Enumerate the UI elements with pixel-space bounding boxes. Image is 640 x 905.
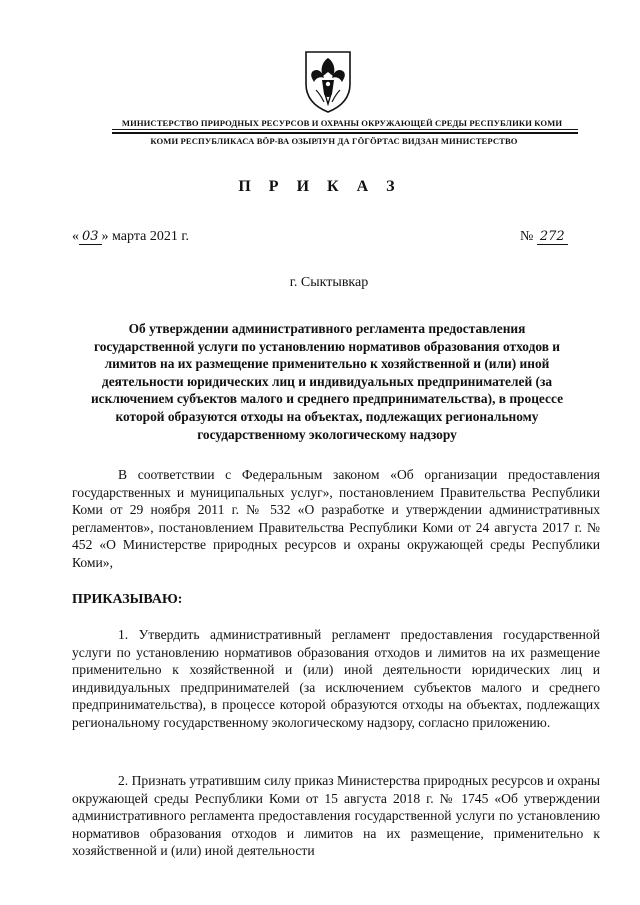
order-word: ПРИКАЗЫВАЮ: — [72, 592, 183, 607]
document-type: П Р И К А З — [238, 178, 402, 195]
date-day-handwritten: 03 — [79, 230, 102, 245]
header-rule-thick — [112, 132, 578, 134]
number-label: № — [520, 229, 534, 244]
ministry-name-komi: КОМИ РЕСПУБЛИКАСА ВÖР-ВА ОЗЫРЛУН ДА ГÖГÖРТАС ВИДЗАН МИНИСТЕРСТВО — [150, 136, 518, 146]
number-value-handwritten: 272 — [537, 230, 568, 245]
document-title: Об утверждении административного регламента предоставления государственной услуги по установлению нормативов образования отходов и лимитов на их размещение применительно к хозяйственной и (или) иной деятельности юридических лиц и индивидуальных предпринимателей (за исключением субъектов малого и среднего предпринимательства), в процессе которой образуются отходы на объектах, подлежащих региональному государственному экологическому надзору — [90, 321, 564, 442]
komi-coat-of-arms-icon — [302, 48, 354, 114]
ministry-name-ru: МИНИСТЕРСТВО ПРИРОДНЫХ РЕСУРСОВ И ОХРАНЫ ОКРУЖАЮЩЕЙ СРЕДЫ РЕСПУБЛИКИ КОМИ — [121, 118, 563, 128]
date-open-quote: « — [72, 229, 79, 244]
order-item-1: 1. Утвердить административный регламент предоставления государственной услуги по установлению нормативов образования отходов и лимитов на их размещение применительно к хозяйственной и (или) иной деятельности юридических лиц и индивидуальных предпринимателей (за исключением субъектов малого и среднего предпринимательства), в процессе которой образуются отходы на объектах, подлежащих региональному государственному экологическому надзору, согласно приложению. — [72, 627, 600, 730]
document-number — [520, 229, 568, 245]
document-date — [72, 229, 189, 245]
date-month-year: » марта 2021 г. — [101, 229, 190, 244]
header-rule-thin — [112, 129, 578, 130]
order-item-2: 2. Признать утратившим силу приказ Министерства природных ресурсов и охраны окружающей среды Республики Коми от 15 августа 2018 г. № 1745 «Об утверждении административного регламента предоставления государственной услуги по установлению нормативов образования отходов и лимитов на их размещение, применительно к хозяйственной и (или) иной деятельности — [72, 773, 600, 859]
basis-paragraph: В соответствии с Федеральным законом «Об организации предоставления государственных и муниципальных услуг», постановлением Правительства Республики Коми от 29 ноября 2011 г. № 532 «О разработке и утверждении административных регламентов», постановлением Правительства Республики Коми от 24 августа 2017 г. № 452 «О Министерстве природных ресурсов и охраны окружающей среды Республики Коми», — [72, 467, 600, 570]
document-city: г. Сыктывкар — [289, 275, 369, 290]
